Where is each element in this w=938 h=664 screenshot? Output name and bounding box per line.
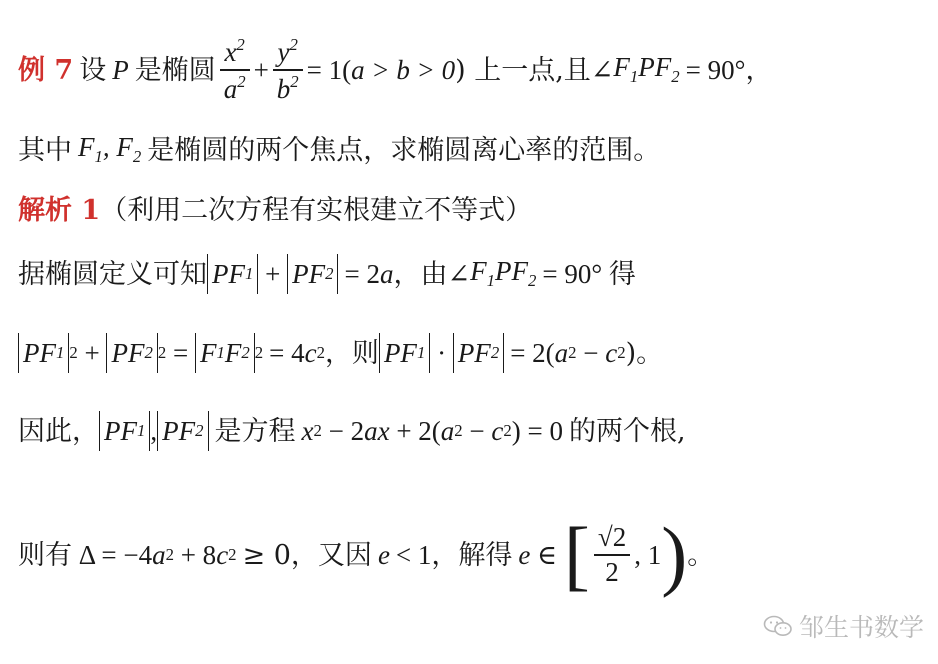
text-close: )。 [625, 337, 664, 369]
text-geq-zero: ≥ 0，又因 [242, 539, 372, 571]
solution-line3: 因此， PF 1 , PF 2 是方程 x 2 − 2 ax + 2( a 2 − c 2 ) = 0 的两个根, [18, 408, 686, 454]
problem-statement-line2 [18, 132, 660, 168]
solution-method: （利用二次方程有实根建立不等式） [100, 194, 533, 226]
abs-pf1-c: PF 1 [99, 411, 150, 451]
solution-line2: PF 1 2 + PF 2 2 = F 1 F 2 2 = 4 c 2 ，则 PF 1 · PF 2 = 2( a 2 − c 2 )。 [18, 330, 663, 376]
right-paren: ) [661, 510, 688, 598]
interval-end: , 1 [634, 539, 662, 570]
solution-line4: 则有 Δ = −4 a 2 + 8 c 2 ≥ 0，又因 e < 1，解得 e ∈ [ $\frac{√2}{2}$ , 1 ) 。 [18, 510, 715, 598]
abs-pf1-sq: PF 1 [18, 333, 69, 373]
text-then: ，则 [324, 337, 379, 369]
equals-2: = 2 [344, 258, 380, 289]
text-lt-one: < 1，解得 [395, 539, 513, 570]
abs-pf2-sq: PF 2 [106, 333, 157, 373]
equals-2-paren: = 2( [510, 337, 555, 368]
abs-f1f2-sq: F 1 F 2 [195, 333, 255, 373]
text-two-roots: 的两个根, [568, 415, 686, 447]
abs-pf2: PF 2 [287, 254, 338, 294]
fraction-sqrt2-over-2: $\frac{√2}{2}$ [594, 524, 630, 586]
abs-pf1: PF 1 [207, 254, 258, 294]
abs-pf2-c: PF 2 [157, 411, 208, 451]
text-by-definition: 据椭圆定义可知 [18, 258, 207, 290]
fraction-x2-a2: $\frac{x^2}{a^2}$ [220, 37, 250, 102]
text-ellipse: 是椭圆 [134, 54, 216, 86]
angle-f1pf2: $F_1PF_2$ [613, 52, 680, 87]
equals-4: = 4 [269, 337, 305, 368]
text-delta: 则有 Δ = −4 [18, 539, 153, 570]
point-p: P [112, 54, 129, 85]
fraction-y2-b2: $\frac{y^2}{b^2}$ [273, 37, 303, 102]
condition: a > b > 0 [351, 54, 456, 85]
equals-90: = 90° [685, 54, 746, 85]
watermark-text: 邹生书数学 [798, 613, 924, 642]
problem-question: 是椭圆的两个焦点，求椭圆离心率的范围。 [147, 134, 661, 166]
text-are-equation: 是方程 [214, 415, 296, 447]
text-by-angle: ，由∠ [393, 258, 471, 290]
abs-pf2-b: PF 2 [453, 333, 504, 373]
abs-pf1-b: PF 1 [379, 333, 430, 373]
text-plus-8: + 8 [180, 539, 217, 570]
text-equals-90-get: = 90° 得 [542, 258, 636, 289]
solution-heading [18, 193, 532, 227]
text-therefore: 因此， [18, 415, 99, 447]
left-bracket: [ [563, 510, 590, 598]
example-label: 例 7 [18, 54, 74, 86]
text-on-point: ) 上一点,且∠ [455, 54, 614, 86]
equals-one: = 1( [306, 54, 352, 85]
wechat-icon [763, 614, 793, 638]
text-qizhong: 其中 [18, 134, 72, 166]
text-she: 设 [79, 54, 107, 86]
solution-line1: 据椭圆定义可知 PF 1 + PF 2 = 2 a ，由∠ $F_1PF_2$ = 90° 得 [18, 252, 636, 296]
problem-statement-line1: 例 7 设 P 是椭圆 $\frac{x^2}{a^2}$ + $\frac{y^2}{b^2}$ = 1( a > b > 0 ) 上一点,且∠ $F_1PF_2$ = 90° ， [18, 35, 773, 104]
watermark [763, 608, 924, 644]
solution-label: 解析 1 [18, 194, 101, 226]
foci-f1-f2: $F_1$, $F_2$ [78, 132, 142, 167]
